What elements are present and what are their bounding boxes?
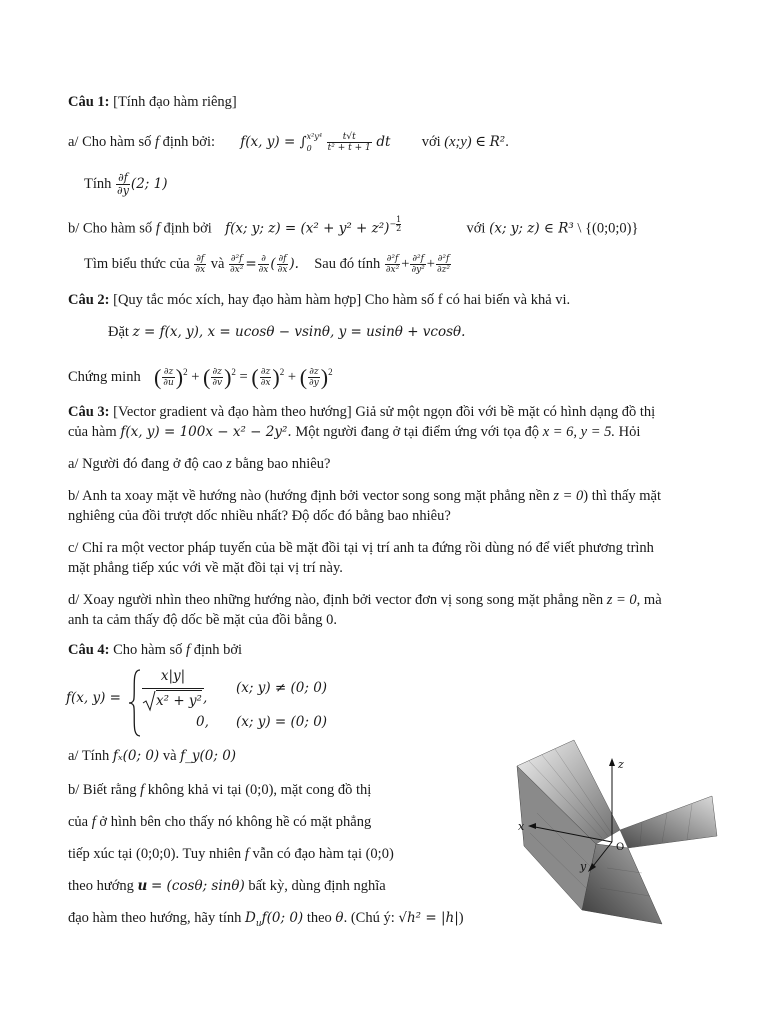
q3-text-2a: của hàm <box>68 424 117 440</box>
q4b-u: u <box>137 878 148 894</box>
q2-dz-2: ∂z <box>212 367 222 377</box>
q3b-line2: nghiêng của đồi trượt dốc nhiều nhất? Độ dốc đó bằng bao nhiêu? <box>68 508 451 524</box>
q1a-domain: (x;y) ∈ <box>444 134 486 150</box>
q1b-lap1-num: ∂²f <box>386 254 399 265</box>
surface-sheet-front <box>582 844 662 924</box>
q4b-note: √h² = |h| <box>398 910 459 926</box>
q4-case1-num: x|y| <box>160 668 186 684</box>
q4-title-line <box>68 640 242 660</box>
q4b-text-5b: theo <box>306 910 332 926</box>
q3-function: f(x, y) = 100x − x² − 2y². <box>120 424 292 440</box>
q1a-upper-limit: x²y⁴ <box>306 132 323 142</box>
q1b-exp-num: 1 <box>396 215 402 224</box>
q1b-defined: định bởi <box>163 220 212 237</box>
q4-heading: Câu 4: <box>68 642 110 658</box>
q3d-line1 <box>68 590 662 610</box>
q4b-theta: θ <box>335 910 344 926</box>
q3-coord: x = 6, y = 5. <box>542 424 616 440</box>
q1a-line <box>68 132 509 153</box>
q4b-D: D <box>245 910 256 926</box>
q1b-lap2-den: ∂y² <box>411 265 425 276</box>
q1b-lap3-den: ∂z² <box>436 265 450 276</box>
q1a-point: (2; 1) <box>130 175 168 192</box>
q1b-inner-num: ∂f <box>278 254 287 265</box>
q4b-text-1b: không khả vi tại (0;0), mặt cong đồ thị <box>147 782 372 798</box>
q3a-line <box>68 454 330 474</box>
q1b-fxx-den: ∂x² <box>230 265 244 276</box>
q2-title-line <box>68 290 570 310</box>
q1b-fxx-num: ∂²f <box>230 254 243 265</box>
y-axis-label: y <box>580 860 587 873</box>
q3b-z0: z = 0 <box>553 488 584 504</box>
q4b-text-3b: vẫn có đạo hàm tại (0;0) <box>252 846 394 862</box>
q3a-end: bằng bao nhiêu? <box>235 456 331 472</box>
q2-dv: ∂v <box>212 378 223 388</box>
q3a-z: z <box>226 456 232 472</box>
q1a-text: a/ Cho hàm số <box>68 134 152 150</box>
q1b-eq: = <box>245 256 257 272</box>
q1a-dot: . <box>505 134 509 150</box>
q1a-lower-limit: 0 <box>306 144 312 154</box>
q1b-fx-den: ∂x <box>195 265 206 276</box>
q2-sq-2: 2 <box>231 367 236 377</box>
q3d-text-1b: , mà <box>636 592 662 608</box>
q2-heading: Câu 2: <box>68 292 110 308</box>
q4b-line3 <box>68 844 394 864</box>
q4-brace <box>128 668 142 738</box>
q1b-exp-den: 2 <box>396 224 402 233</box>
q1b-find-line: Tìm biểu thức của $\frac{\partial f}{\partial x}$ và $\frac{\text{∂²f}}{\text{∂x²}}$ = $\frac{\partial}{\partial x}$ ( $\frac{\partial f}{\partial x}$ ). Sau đó tính $\frac{\text{∂²f}}{\text{∂x²}}$ + $\frac{\text{∂²f}}{\text{∂y²}}$ + $\frac{\text{∂²f}}{\text{∂z²}}$ <box>84 254 450 276</box>
q3b-line1 <box>68 486 661 506</box>
q4-defined: định bởi <box>193 642 243 658</box>
q4-case1-den-text: x² + y² <box>156 690 202 710</box>
q1b-fx-num: ∂f <box>196 254 205 265</box>
q2-dx: ∂x <box>260 378 271 388</box>
q2-plus-2: + <box>287 368 297 385</box>
q4b-text-5d: ) <box>458 910 464 926</box>
q4b-text-4b: bất kỳ, dùng định nghĩa <box>248 878 386 894</box>
q1b-function: f(x; y; z) = (x² + y² + z²) <box>225 220 390 237</box>
q4a-line <box>68 746 236 766</box>
q4-case2-val: 0, <box>196 714 209 730</box>
q4b-text-2a: của <box>68 814 89 830</box>
q4b-line4 <box>68 876 386 896</box>
q4-lhs: f(x, y) = <box>66 690 121 706</box>
q1a-partial-den: ∂y <box>117 184 129 197</box>
q2-prove-line: Chứng minh ( $\frac{\partial z}{\partial u}$ )$^2$ + ( $\frac{\partial z}{\partial v}$ )$^2$ = ( $\frac{\partial z}{\partial x}$ )$^2$ + ( $\frac{\partial z}{\partial y}$ )$^2$ <box>68 364 333 390</box>
q3b-text-1b: ) thì thấy mặt <box>583 488 661 504</box>
q3c-line1: c/ Chỉ ra một vector pháp tuyến của bề mặt đồi tại vị trí anh ta đứng rồi dùng nó để viết phương trình <box>68 540 654 556</box>
x-axis-label: x <box>518 820 525 833</box>
z-axis-arrow <box>609 758 615 766</box>
q3d-z0: z = 0 <box>606 592 637 608</box>
q4-f: f <box>186 642 191 658</box>
q4b-text-5c: . (Chú ý: <box>343 910 395 926</box>
q1b-and: và <box>210 256 225 272</box>
q3-text-2c: Hỏi <box>618 424 641 440</box>
q1b-text: b/ Cho hàm số <box>68 220 153 237</box>
q2-du: ∂u <box>163 378 174 388</box>
q3d-text-1a: d/ Xoay người nhìn theo những hướng nào, định bởi vector đơn vị song song mặt phẳng nền <box>68 592 604 608</box>
q2-sq-1: 2 <box>183 367 188 377</box>
q4-case1-bar <box>142 688 204 689</box>
q2-dz-1: ∂z <box>163 367 174 377</box>
q4b-line2 <box>68 812 371 832</box>
q1b-lap1-den: ∂x² <box>385 265 400 276</box>
q1a-integrand-den: t² + t + 1 <box>327 143 371 154</box>
q1b-d-den: ∂x <box>258 265 269 276</box>
q1b-inner-den: ∂x <box>277 265 288 276</box>
q1-title-line <box>68 92 237 112</box>
origin-label: O <box>616 842 625 853</box>
q4-case1-cond: (x; y) ≠ (0; 0) <box>236 680 328 696</box>
q2-prove: Chứng minh <box>68 368 141 385</box>
q3-line1 <box>68 402 655 422</box>
q3b-text-1a: b/ Anh ta xoay mặt về hướng nào (hướng định bởi vector song song mặt phẳng nền <box>68 488 550 504</box>
q1a-function: f(x, y) = ∫ <box>240 134 307 150</box>
q1a-with: với <box>421 134 441 150</box>
sqrt-icon <box>142 690 156 712</box>
q2-set: Đặt <box>108 324 129 340</box>
q1a-compute-line <box>84 172 167 197</box>
q1-heading: Câu 1: <box>68 94 110 110</box>
q4b-text-3a: tiếp xúc tại (0;0;0). Tuy nhiên <box>68 846 242 862</box>
q1a-defined: định bởi: <box>162 134 216 150</box>
q1b-find: Tìm biểu thức của <box>84 256 190 272</box>
q3-text-1: [Vector gradient và đạo hàm theo hướng] Giả sử một ngọn đồi với bề mặt có hình dạng đồ thị <box>113 404 656 420</box>
q2-set-line <box>108 322 465 342</box>
q3c-line2: mặt phẳng tiếp xúc với về mặt đồi tại vị trí này. <box>68 560 343 576</box>
q2-sq-4: 2 <box>328 367 333 377</box>
q4a-text: a/ Tính <box>68 748 110 764</box>
q2-eq: = <box>239 368 248 385</box>
z-axis-label: z <box>618 758 624 771</box>
q2-plus-1: + <box>191 368 200 385</box>
q4b-D-sub: u <box>255 918 262 929</box>
q1b-then: Sau đó tính <box>314 256 381 272</box>
q3-heading: Câu 3: <box>68 404 110 420</box>
q2-dz-3: ∂z <box>260 367 271 377</box>
q4b-text-1a: b/ Biết rằng <box>68 782 137 798</box>
q4b-vector: = (cosθ; sinθ) <box>150 878 245 894</box>
q4b-f-3: f <box>244 846 249 862</box>
q4b-text-4a: theo hướng <box>68 878 134 894</box>
q4b-text-5a: đạo hàm theo hướng, hãy tính <box>68 910 242 926</box>
surface-figure <box>512 738 722 930</box>
q1a-f: f <box>155 134 160 150</box>
q3-text-2b: Một người đang ở tại điểm ứng với tọa độ <box>295 424 540 440</box>
q1a-R2: R² <box>489 134 506 150</box>
q1b-f: f <box>155 220 160 237</box>
q1b-lap3-num: ∂²f <box>437 254 450 265</box>
q1a-dt: dt <box>376 134 391 150</box>
q1b-domain: (x; y; z) ∈ R³ <box>489 220 574 237</box>
q4a-and: và <box>162 748 177 764</box>
q4a-fx: fₓ(0; 0) <box>112 748 160 764</box>
surface-sheet-right <box>620 796 717 848</box>
q1-title: [Tính đạo hàm riêng] <box>113 94 237 110</box>
q3d-line2: anh ta cảm thấy độ dốc bề mặt của đồi bằng 0. <box>68 612 337 628</box>
q3-line2 <box>68 422 640 442</box>
q1b-except: \ {(0;0;0)} <box>577 220 639 237</box>
q4b-line1 <box>68 780 371 800</box>
q4b-Df: f(0; 0) <box>261 910 304 926</box>
q4b-f-2: f <box>91 814 96 830</box>
q2-dy: ∂y <box>309 378 319 388</box>
q4-case2-cond: (x; y) = (0; 0) <box>236 714 328 730</box>
q1b-d-num: ∂ <box>258 254 270 265</box>
q4a-fy: f_y(0; 0) <box>180 748 237 764</box>
q2-sq-3: 2 <box>279 367 285 377</box>
q3a-text: a/ Người đó đang ở độ cao <box>68 456 223 472</box>
q4-text: Cho hàm số <box>113 642 183 658</box>
q4-case1-den <box>142 690 202 712</box>
q4b-text-2b: ở hình bên cho thấy nó không hề có mặt phẳng <box>99 814 372 830</box>
q1a-partial-num: ∂f <box>116 172 130 185</box>
q2-text: [Quy tắc móc xích, hay đạo hàm hàm hợp] Cho hàm số f có hai biến và khả vi. <box>113 292 571 308</box>
q4b-f-1: f <box>140 782 145 798</box>
q1a-integrand-num: t√t <box>327 132 372 143</box>
q1b-lap2-num: ∂²f <box>412 254 424 265</box>
q1a-compute: Tính <box>84 175 112 192</box>
q1b-line: b/ Cho hàm số f định bởi f(x; y; z) = (x² + y² + z²)− $\frac{1}{2}$ với (x; y; z) ∈ R³ \ {(0;0;0)} <box>68 215 639 237</box>
q4b-line5 <box>68 908 464 934</box>
q2-dz-4: ∂z <box>309 367 319 377</box>
q1b-with: với <box>466 220 486 237</box>
q2-formula: z = f(x, y), x = ucosθ − vsinθ, y = usinθ + vcosθ. <box>132 324 466 340</box>
